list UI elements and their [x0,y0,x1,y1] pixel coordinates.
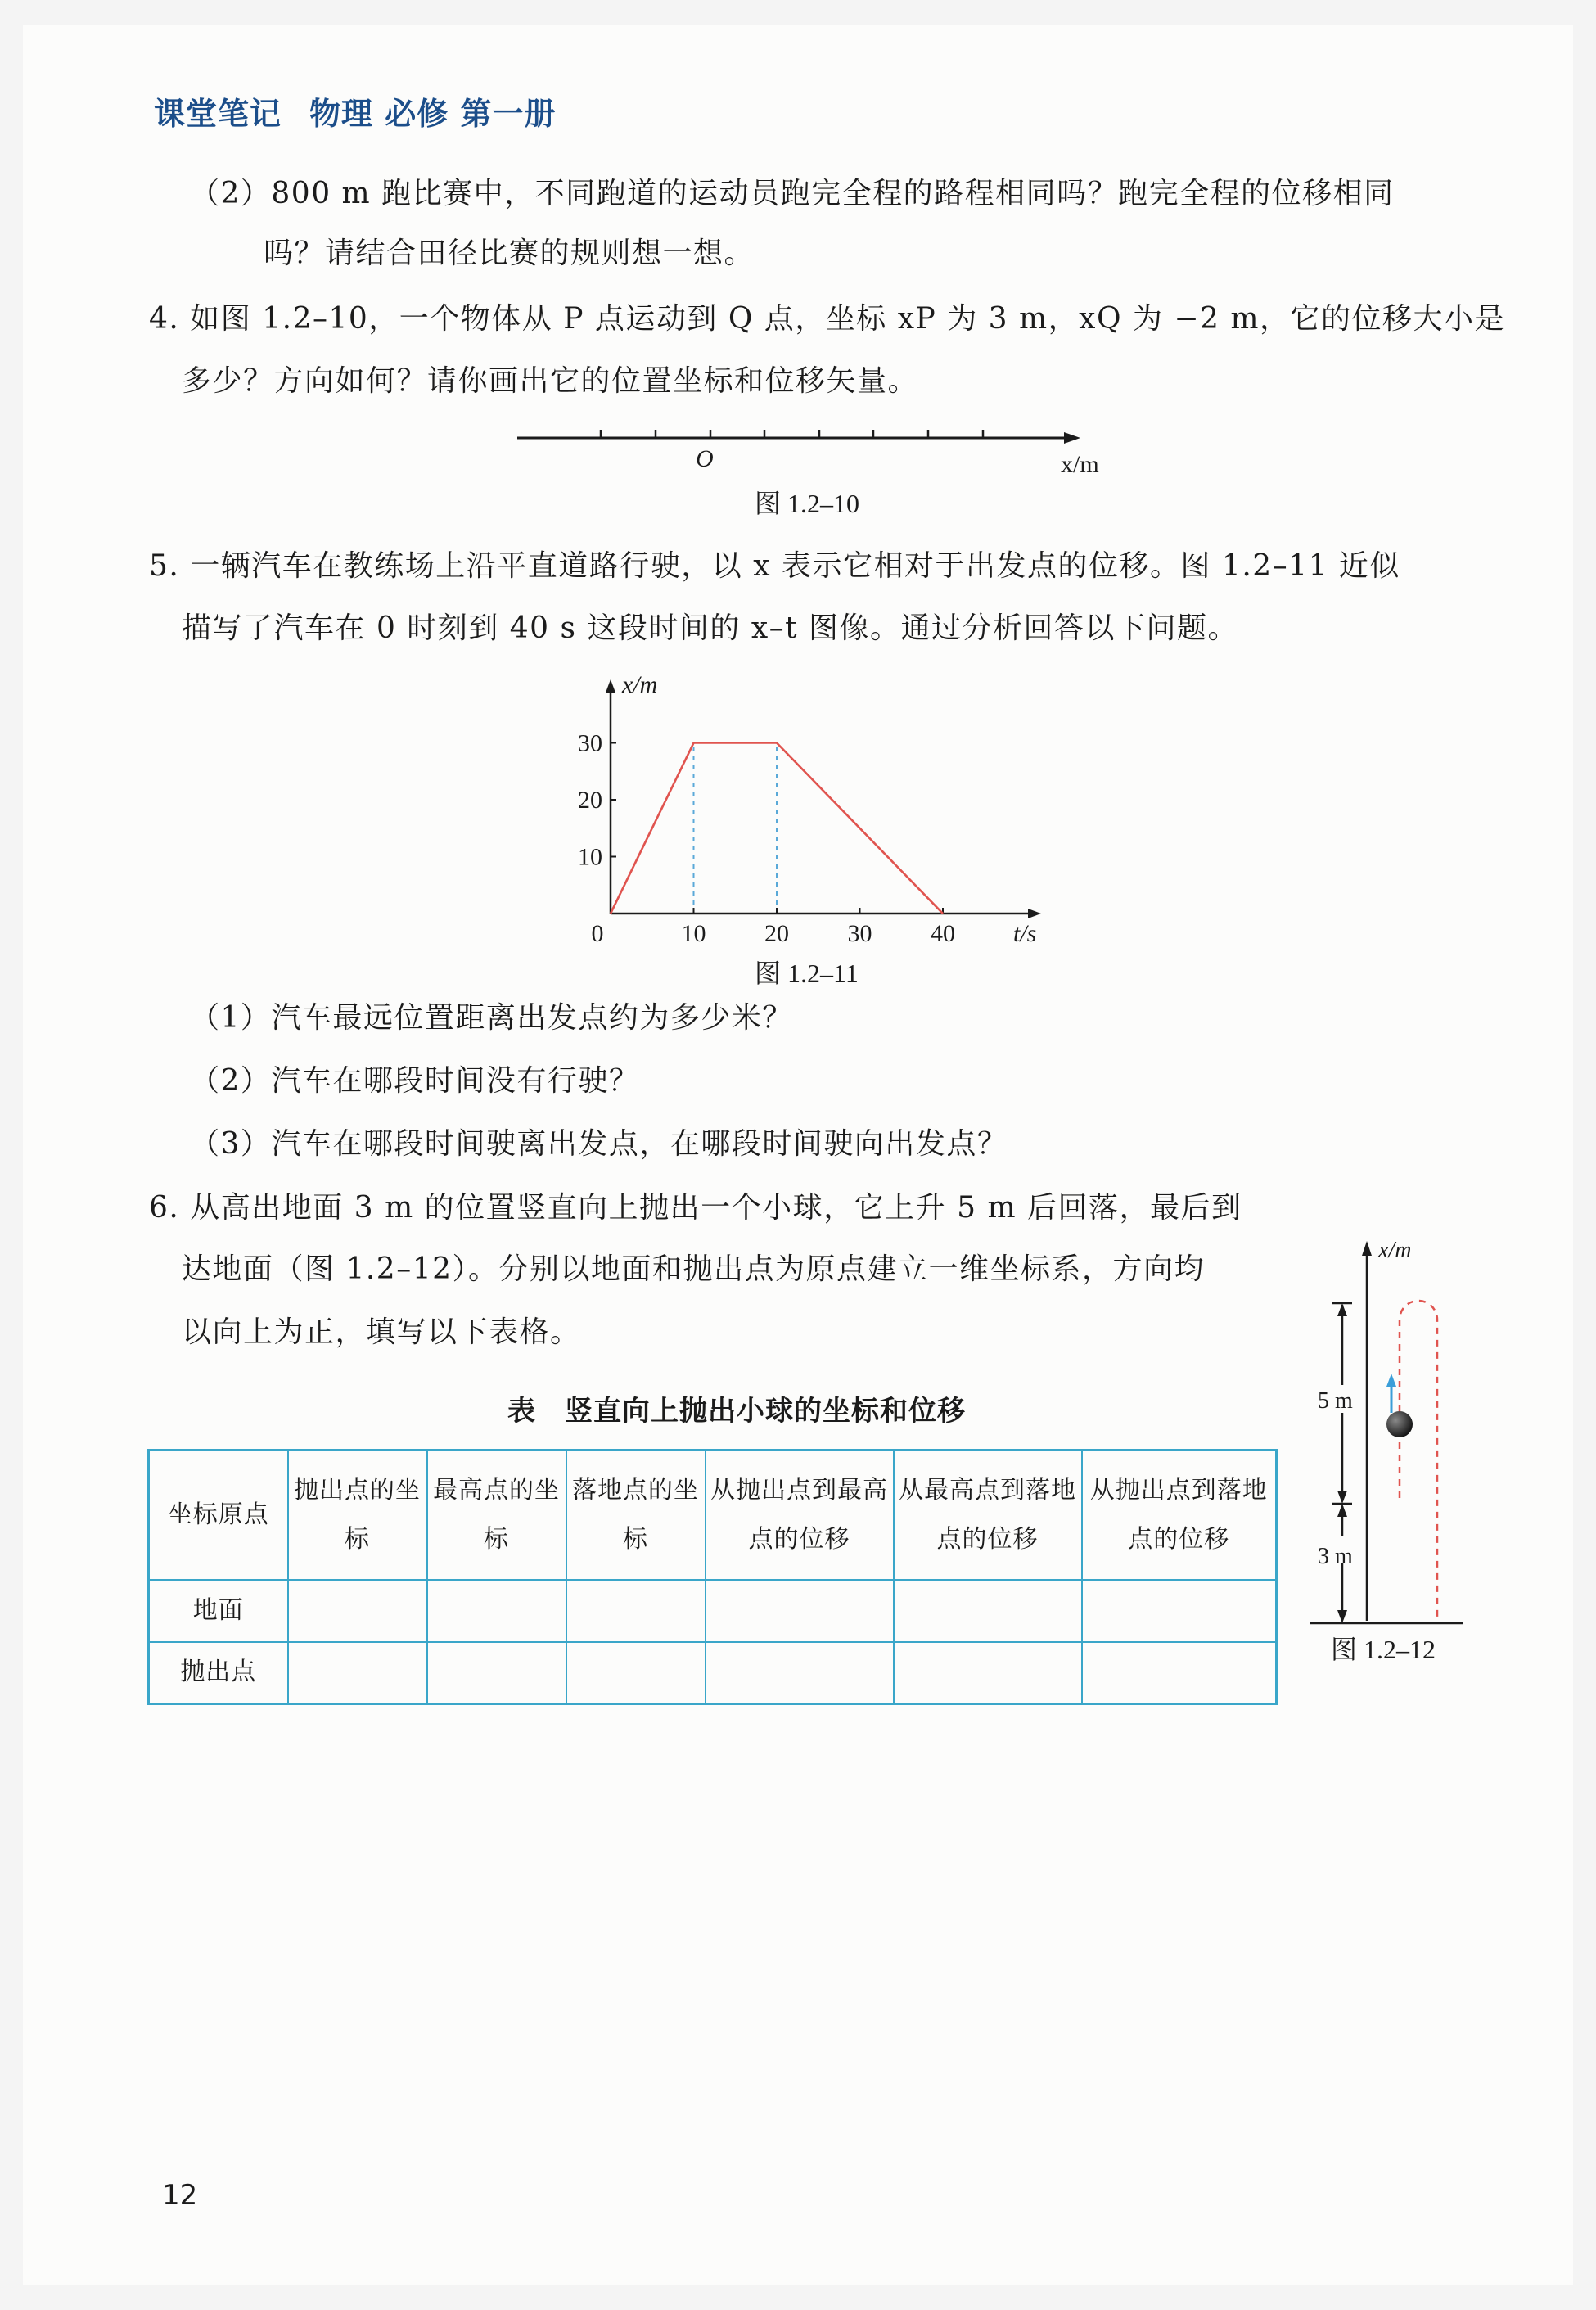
header-disp-throw-landing: 从抛出点到落地点的位移 [1082,1451,1277,1580]
page-number: 12 [162,2179,198,2212]
number-line-axis-label: x/m [1061,451,1099,478]
table-cell[interactable] [288,1580,427,1642]
table-cell[interactable] [706,1642,894,1704]
row-label-ground: 地面 [149,1580,288,1642]
height-axis-label: x/m [1378,1238,1412,1263]
table-cell[interactable] [894,1580,1082,1642]
table-row [149,1642,1277,1704]
q3-part2-line2: 吗？请结合田径比赛的规则想一想。 [264,237,755,270]
y-axis-arrowhead [606,679,615,693]
dimension-markers [1332,1303,1352,1619]
x-tick-label-30: 30 [847,920,872,947]
header-landing-coord: 落地点的坐标 [566,1451,706,1580]
fig-1-2-11-caption: 图 1.2–11 [755,959,859,988]
y-tick-label-30: 30 [578,729,602,757]
q5-sub3: （3）汽车在哪段时间驶离出发点，在哪段时间驶向出发点？ [190,1127,1008,1161]
number-line-arrowhead [1064,432,1080,444]
q6-line1: 6. 从高出地面 3 m 的位置竖直向上抛出一个小球，它上升 5 m 后回落，最后到 [149,1191,1242,1225]
table-cell[interactable] [427,1580,566,1642]
table-cell[interactable] [1082,1642,1277,1704]
table-cell[interactable] [706,1580,894,1642]
header-throw-coord: 抛出点的坐标 [288,1451,427,1580]
header-disp-top-landing: 从最高点到落地点的位移 [894,1451,1082,1580]
dim-arrow-top [1337,1303,1347,1316]
subject-title: 物理 必修 第一册 [309,96,557,132]
book-title: 课堂笔记 [154,96,282,132]
dim-arrow-mid-down [1337,1491,1347,1504]
q4-line2: 多少？方向如何？请你画出它的位置坐标和位移矢量。 [182,364,919,398]
coordinate-table [147,1449,1278,1705]
upper-distance-label: 5 m [1318,1388,1353,1414]
ball-throw-figure [1308,1228,1472,1670]
q5-sub2: （2）汽车在哪段时间没有行驶？ [190,1064,640,1098]
x-axis-arrowhead [1028,909,1041,918]
velocity-arrowhead [1386,1374,1396,1387]
origin-label: O [696,445,714,472]
table-cell[interactable] [566,1642,706,1704]
row-label-throw-point: 抛出点 [149,1642,288,1704]
q6-line3: 以向上为正，填写以下表格。 [182,1315,581,1349]
x-axis-label: t/s [1013,920,1037,947]
x-tick-label-10: 10 [681,920,706,947]
header-origin: 坐标原点 [149,1451,288,1580]
fig-1-2-12-caption: 图 1.2–12 [1331,1635,1436,1664]
ball [1386,1411,1413,1437]
table-cell[interactable] [1082,1580,1277,1642]
y-tick-label-20: 20 [578,787,602,814]
dim-arrow-bottom [1337,1610,1347,1623]
height-axis-arrowhead [1362,1241,1372,1256]
running-header [154,88,584,133]
x-tick-label-40: 40 [931,920,955,947]
q5-line2: 描写了汽车在 0 时刻到 40 s 这段时间的 x–t 图像。通过分析回答以下问题。 [182,611,1239,645]
x-t-chart [565,671,1072,950]
y-axis-label: x/m [622,671,658,698]
table-title: 表 竖直向上抛出小球的坐标和位移 [507,1395,966,1428]
y-tick-label-10: 10 [578,843,602,871]
table-cell[interactable] [288,1642,427,1704]
table-cell[interactable] [427,1642,566,1704]
ball-trajectory [1400,1301,1437,1622]
q6-line2: 达地面（图 1.2–12）。分别以地面和抛出点为原点建立一维坐标系，方向均 [182,1252,1206,1286]
table-cell[interactable] [566,1580,706,1642]
q5-line1: 5. 一辆汽车在教练场上沿平直道路行驶，以 x 表示它相对于出发点的位移。图 1.2–11 近似 [149,549,1400,583]
number-line-figure [516,413,1105,487]
q3-part2-line1: （2）800 m 跑比赛中，不同跑道的运动员跑完全程的路程相同吗？跑完全程的位移相同 [190,177,1395,210]
table-row [149,1580,1277,1642]
lower-distance-label: 3 m [1318,1544,1353,1569]
q4-line1: 4. 如图 1.2–10，一个物体从 P 点运动到 Q 点，坐标 xP 为 3 m，xQ 为 −2 m，它的位移大小是 [149,302,1505,336]
header-disp-throw-top: 从抛出点到最高点的位移 [706,1451,894,1580]
table-header-row [149,1451,1277,1580]
fig-1-2-10-caption: 图 1.2–10 [755,489,860,518]
header-top-coord: 最高点的坐标 [427,1451,566,1580]
table-cell[interactable] [894,1642,1082,1704]
q5-sub1: （1）汽车最远位置距离出发点约为多少米？ [190,1001,793,1035]
x-tick-label-20: 20 [764,920,789,947]
x-tick-label-0: 0 [591,920,604,947]
dim-arrow-mid-up [1337,1504,1347,1517]
